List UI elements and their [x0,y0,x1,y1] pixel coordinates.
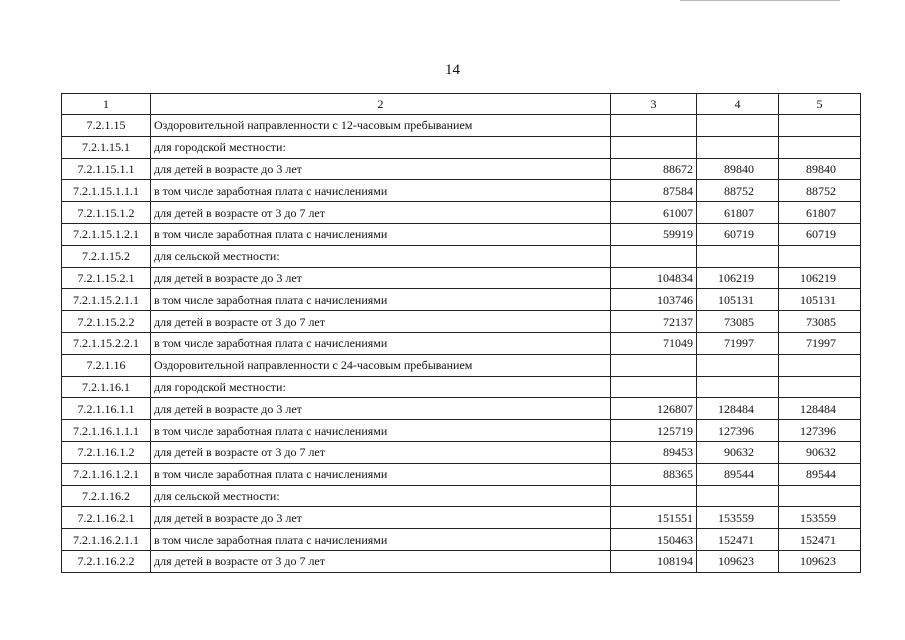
page-number: 14 [445,62,460,78]
row-value-col3-cell: 125719 [611,420,697,442]
row-value-col3-cell [611,376,697,398]
header-cell-1: 1 [62,94,151,115]
row-description-cell: для городской местности: [151,376,611,398]
row-value-col4-cell: 88752 [697,180,779,202]
row-value-col5-cell: 89544 [779,463,861,485]
row-value-col4-cell: 89544 [697,463,779,485]
row-description-cell: в том числе заработная плата с начислениями [151,332,611,354]
row-value-col4-cell [697,376,779,398]
row-description-cell: для сельской местности: [151,485,611,507]
row-value-col5-cell: 60719 [779,223,861,245]
header-cell-4: 4 [697,94,779,115]
row-value-col5-cell: 153559 [779,507,861,529]
row-value-col5-cell: 90632 [779,441,861,463]
row-description-cell: Оздоровительной направленности с 12-часовым пребыванием [151,115,611,137]
table-row [62,376,861,398]
row-description-cell: в том числе заработная плата с начислениями [151,223,611,245]
row-value-col4-cell: 128484 [697,398,779,420]
table-row [62,311,861,333]
row-value-col4-cell: 106219 [697,267,779,289]
row-value-col4-cell: 71997 [697,332,779,354]
table-row [62,180,861,202]
row-description-cell: для детей в возрасте от 3 до 7 лет [151,441,611,463]
table-row [62,158,861,180]
table-row [62,289,861,311]
row-code-cell: 7.2.1.16.1.1 [62,398,151,420]
row-value-col5-cell: 71997 [779,332,861,354]
table-row [62,332,861,354]
row-description-cell: в том числе заработная плата с начислениями [151,529,611,551]
table-row [62,245,861,267]
row-value-col5-cell [779,354,861,376]
row-description-cell: для детей в возрасте от 3 до 7 лет [151,550,611,572]
row-value-col4-cell: 73085 [697,311,779,333]
row-value-col3-cell: 72137 [611,311,697,333]
table-row [62,136,861,158]
row-value-col4-cell [697,136,779,158]
row-description-cell: для сельской местности: [151,245,611,267]
row-description-cell: для детей в возрасте до 3 лет [151,398,611,420]
table-row [62,267,861,289]
table-row [62,398,861,420]
row-value-col3-cell [611,115,697,137]
row-code-cell: 7.2.1.16.1.2 [62,441,151,463]
row-value-col4-cell [697,485,779,507]
row-value-col3-cell: 87584 [611,180,697,202]
row-value-col3-cell: 88672 [611,158,697,180]
row-value-col5-cell: 89840 [779,158,861,180]
row-value-col3-cell: 89453 [611,441,697,463]
row-code-cell: 7.2.1.15.2.1 [62,267,151,289]
table-row [62,441,861,463]
row-code-cell: 7.2.1.15.1.1.1 [62,180,151,202]
row-value-col5-cell: 127396 [779,420,861,442]
row-value-col3-cell: 59919 [611,223,697,245]
row-description-cell: в том числе заработная плата с начислениями [151,180,611,202]
row-value-col4-cell: 90632 [697,441,779,463]
row-value-col3-cell: 104834 [611,267,697,289]
row-value-col3-cell [611,136,697,158]
table-row [62,507,861,529]
row-code-cell: 7.2.1.16 [62,354,151,376]
row-code-cell: 7.2.1.16.2 [62,485,151,507]
table-row [62,550,861,572]
row-value-col4-cell: 89840 [697,158,779,180]
row-description-cell: для детей в возрасте до 3 лет [151,267,611,289]
row-code-cell: 7.2.1.15.1.1 [62,158,151,180]
row-value-col5-cell [779,115,861,137]
row-description-cell: для детей в возрасте от 3 до 7 лет [151,202,611,224]
row-description-cell: в том числе заработная плата с начислениями [151,420,611,442]
row-code-cell: 7.2.1.15.1.2.1 [62,223,151,245]
table-row [62,115,861,137]
row-value-col5-cell: 109623 [779,550,861,572]
row-value-col3-cell [611,245,697,267]
tariff-table [61,93,861,573]
row-description-cell: для городской местности: [151,136,611,158]
header-row [62,94,861,115]
row-value-col4-cell [697,354,779,376]
row-value-col4-cell: 61807 [697,202,779,224]
row-code-cell: 7.2.1.15.2.1.1 [62,289,151,311]
row-value-col3-cell [611,354,697,376]
row-value-col4-cell: 60719 [697,223,779,245]
row-value-col3-cell: 88365 [611,463,697,485]
table-row [62,529,861,551]
table-row [62,223,861,245]
row-value-col4-cell: 153559 [697,507,779,529]
row-code-cell: 7.2.1.16.2.2 [62,550,151,572]
row-description-cell: для детей в возрасте до 3 лет [151,158,611,180]
row-value-col4-cell: 105131 [697,289,779,311]
row-value-col5-cell: 106219 [779,267,861,289]
row-code-cell: 7.2.1.15.1 [62,136,151,158]
row-value-col4-cell: 127396 [697,420,779,442]
row-value-col5-cell: 152471 [779,529,861,551]
row-code-cell: 7.2.1.16.1 [62,376,151,398]
row-value-col3-cell: 61007 [611,202,697,224]
row-description-cell: для детей в возрасте до 3 лет [151,507,611,529]
row-code-cell: 7.2.1.15 [62,115,151,137]
row-description-cell: в том числе заработная плата с начислениями [151,289,611,311]
table-body [62,115,861,573]
table-row [62,354,861,376]
row-value-col3-cell: 150463 [611,529,697,551]
row-value-col5-cell [779,136,861,158]
row-value-col5-cell: 128484 [779,398,861,420]
row-code-cell: 7.2.1.15.1.2 [62,202,151,224]
row-code-cell: 7.2.1.15.2.2 [62,311,151,333]
header-cell-5: 5 [779,94,861,115]
row-code-cell: 7.2.1.15.2 [62,245,151,267]
table-row [62,420,861,442]
row-value-col5-cell: 105131 [779,289,861,311]
row-value-col3-cell [611,485,697,507]
row-value-col3-cell: 126807 [611,398,697,420]
table-row [62,485,861,507]
row-code-cell: 7.2.1.15.2.2.1 [62,332,151,354]
row-description-cell: Оздоровительной направленности с 24-часовым пребыванием [151,354,611,376]
table-row [62,463,861,485]
row-code-cell: 7.2.1.16.2.1 [62,507,151,529]
row-code-cell: 7.2.1.16.1.2.1 [62,463,151,485]
row-value-col3-cell: 71049 [611,332,697,354]
row-value-col5-cell [779,376,861,398]
header-cell-3: 3 [611,94,697,115]
row-description-cell: в том числе заработная плата с начислениями [151,463,611,485]
row-value-col3-cell: 151551 [611,507,697,529]
row-value-col5-cell [779,245,861,267]
row-code-cell: 7.2.1.16.1.1.1 [62,420,151,442]
row-value-col4-cell: 152471 [697,529,779,551]
row-value-col5-cell: 73085 [779,311,861,333]
row-value-col4-cell: 109623 [697,550,779,572]
row-description-cell: для детей в возрасте от 3 до 7 лет [151,311,611,333]
table-row [62,202,861,224]
row-code-cell: 7.2.1.16.2.1.1 [62,529,151,551]
row-value-col3-cell: 103746 [611,289,697,311]
header-cell-2: 2 [151,94,611,115]
scan-edge-mark [680,0,840,4]
row-value-col4-cell [697,115,779,137]
row-value-col4-cell [697,245,779,267]
row-value-col5-cell: 61807 [779,202,861,224]
row-value-col5-cell: 88752 [779,180,861,202]
row-value-col5-cell [779,485,861,507]
row-value-col3-cell: 108194 [611,550,697,572]
